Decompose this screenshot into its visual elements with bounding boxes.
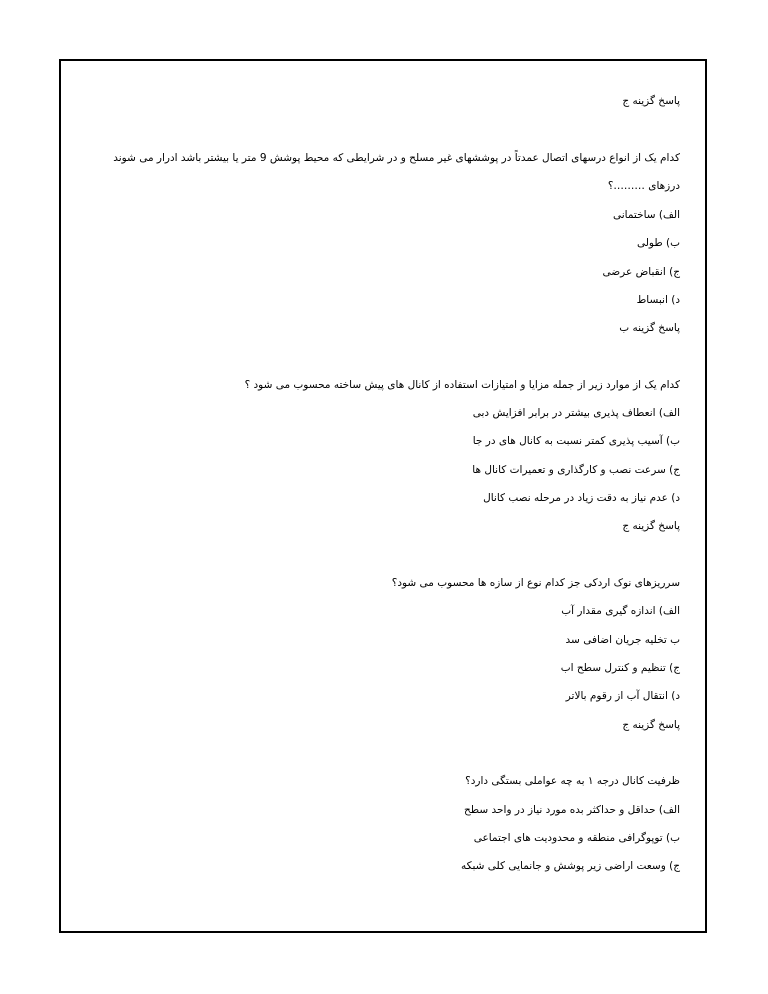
question-line: سرریزهای نوک اردکی جز کدام نوع از سازه ها محسوب می شود؟ <box>391 577 680 589</box>
option-line: د) انتقال آب از رقوم بالاتر <box>565 690 680 702</box>
option-line: ج) تنظیم و کنترل سطح اب <box>560 662 680 674</box>
option-line: د) عدم نیاز به دقت زیاد در مرحله نصب کانال <box>483 492 680 504</box>
option-line: الف) اندازه گیری مقدار آب <box>561 605 680 617</box>
option-line: ج) وسعت اراضی زیر پوشش و جانمایی کلی شبکه <box>461 860 680 872</box>
option-line: ج) سرعت نصب و کارگذاری و تعمیرات کانال ها <box>472 464 680 476</box>
option-line: الف) حداقل و حداکثر بده مورد نیاز در واحد سطح <box>464 804 680 816</box>
answer-line: پاسخ گزینه ج <box>622 520 680 532</box>
answer-line: پاسخ گزینه ج <box>622 95 680 107</box>
option-line: ب تخلیه جریان اضافی سد <box>565 634 680 646</box>
option-line: ب) توپوگرافی منطقه و محدودیت های اجتماعی <box>473 832 680 844</box>
option-line: ج) انقباض عرضی <box>602 266 680 278</box>
answer-line: پاسخ گزینه ب <box>619 322 680 334</box>
option-line: د) انبساط <box>636 294 680 306</box>
option-line: الف) ساختمانی <box>612 209 680 221</box>
question-line: ظرفیت کانال درجه ۱ به چه عواملی بستگی دارد؟ <box>465 775 680 787</box>
question-line: کدام یک از موارد زیر از جمله مزایا و امتیازات استفاده از کانال های پیش ساخته محسوب می شود ؟ <box>244 379 680 391</box>
question-line: کدام یک از انواع درسهای اتصال عمدتاً در پوششهای غیر مسلح و در شرایطی که محیط پوشش 9 متر یا بیشتر باشد ادرار می شوند درزهای ………؟ <box>113 152 680 192</box>
option-line: ب) آسیب پذیری کمتر نسبت به کانال های در جا <box>472 435 680 447</box>
option-line: ب) طولی <box>636 237 680 249</box>
option-line: الف) انعطاف پذیری بیشتر در برابر افزایش دبی <box>472 407 680 419</box>
answer-line: پاسخ گزینه ج <box>622 719 680 731</box>
